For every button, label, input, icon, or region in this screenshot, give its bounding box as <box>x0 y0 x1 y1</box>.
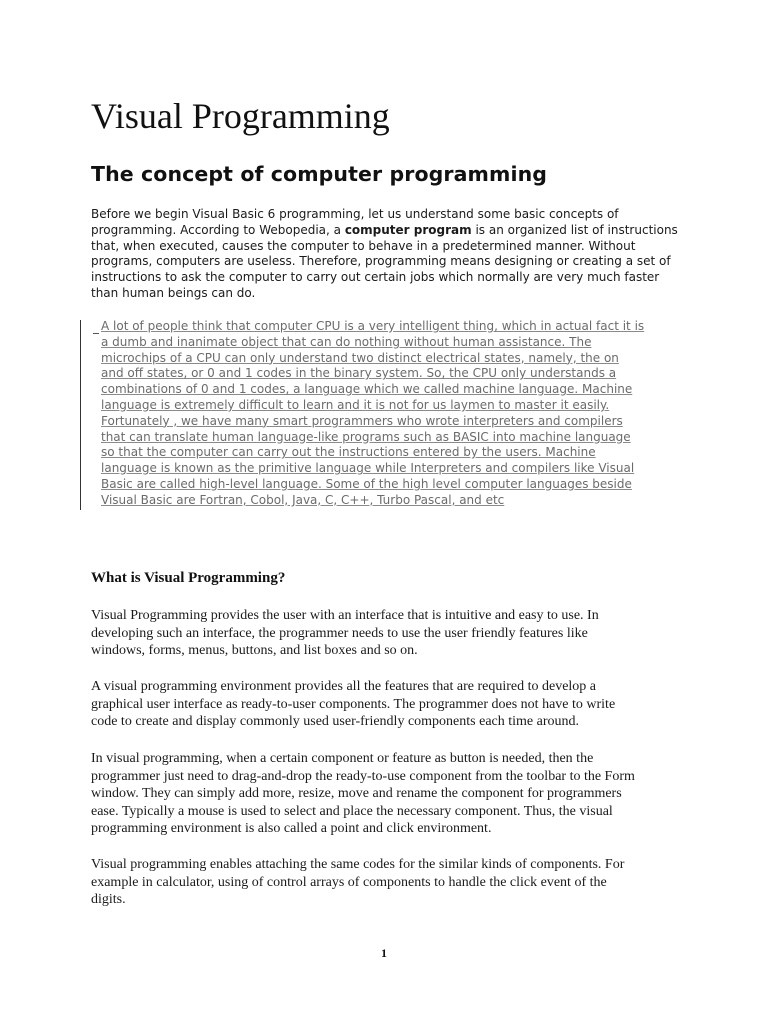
intro-bold-term: computer program <box>344 222 472 237</box>
quote-line: microchips of a CPU can only understand two distinct electrical states, namely, the on <box>101 350 619 365</box>
paragraph-line: digits. <box>91 892 126 908</box>
body-paragraph <box>91 678 681 731</box>
paragraph-line: window. They can simply add more, resize, move and rename the component for programmers <box>91 786 622 802</box>
paragraph-line: example in calculator, using of control arrays of components to handle the click event of the <box>91 874 607 890</box>
quote-line: language is extremely difficult to learn and it is not for us laymen to master it easily. <box>101 397 610 412</box>
quote-line: combinations of 0 and 1 codes, a language which we called machine language. Machine <box>101 382 633 397</box>
page-number: 1 <box>381 946 387 960</box>
quote-line: and off states, or 0 and 1 codes in the binary system. So, the CPU only understands a <box>101 366 617 381</box>
quote-line: so that the computer can carry out the instructions entered by the users. Machine <box>101 445 596 460</box>
quote-line: A lot of people think that computer CPU is a very intelligent thing, which in actual fact it is <box>101 319 645 333</box>
paragraph-line: Visual programming enables attaching the same codes for the similar kinds of components. For <box>91 857 625 872</box>
paragraph-line: windows, forms, menus, buttons, and list boxes and so on. <box>91 643 418 659</box>
body-paragraph <box>91 607 681 660</box>
paragraph-line: developing such an interface, the programmer needs to use the user friendly features like <box>91 625 588 641</box>
quote-line: Basic are called high-level language. Some of the high level computer languages beside <box>101 476 632 491</box>
body-paragraph <box>91 856 681 909</box>
section-heading: What is Visual Programming? <box>91 570 286 586</box>
document-subtitle: The concept of computer programming <box>91 162 548 186</box>
intro-paragraph <box>91 207 681 302</box>
document-title: Visual Programming <box>91 96 390 136</box>
paragraph-line: ease. Typically a mouse is used to select and place the necessary component. Thus, the visual <box>91 803 613 819</box>
paragraph-line: Visual Programming provides the user with an interface that is intuitive and easy to use. In <box>91 608 599 623</box>
paragraph-line: programmer just need to drag-and-drop the ready-to-use component from the toolbar to the Form <box>91 768 635 784</box>
intro-text-before: Before we begin Visual Basic 6 programming, let us understand some basic concepts of programming. According to Webopedia, a <box>91 207 619 237</box>
quote-line: that can translate human language-like programs such as BASIC into machine language <box>101 429 631 444</box>
quote-line: a dumb and inanimate object that can do nothing without human assistance. The <box>101 334 592 349</box>
paragraph-line: graphical user interface as ready-to-user components. The programmer does not have to write <box>91 696 616 712</box>
insertion-mark <box>93 321 99 334</box>
body-paragraph <box>91 750 681 838</box>
inserted-quote-block <box>101 319 681 509</box>
paragraph-line: programming environment is also called a point and click environment. <box>91 821 492 837</box>
quote-line: Fortunately , we have many smart programmers who wrote interpreters and compilers <box>101 413 623 428</box>
paragraph-line: In visual programming, when a certain component or feature as button is needed, then the <box>91 751 594 766</box>
quote-line: Visual Basic are Fortran, Cobol, Java, C, C++, Turbo Pascal, and etc <box>101 492 505 507</box>
paragraph-line: code to create and display commonly used user-friendly components each time around. <box>91 714 580 730</box>
intro-text-after: is an organized list of instructions that, when executed, causes the computer to behave in a predetermined manner. Without programs, computers are useless. Therefore, programming means designing or creating a set of instructions to ask the computer to carry out certain jobs which normally are very much faster than human beings can do. <box>91 222 678 300</box>
tracked-change-bar <box>80 320 81 510</box>
paragraph-line: A visual programming environment provides all the features that are required to develop a <box>91 679 597 694</box>
quote-line: language is known as the primitive language while Interpreters and compilers like Visual <box>101 461 635 476</box>
